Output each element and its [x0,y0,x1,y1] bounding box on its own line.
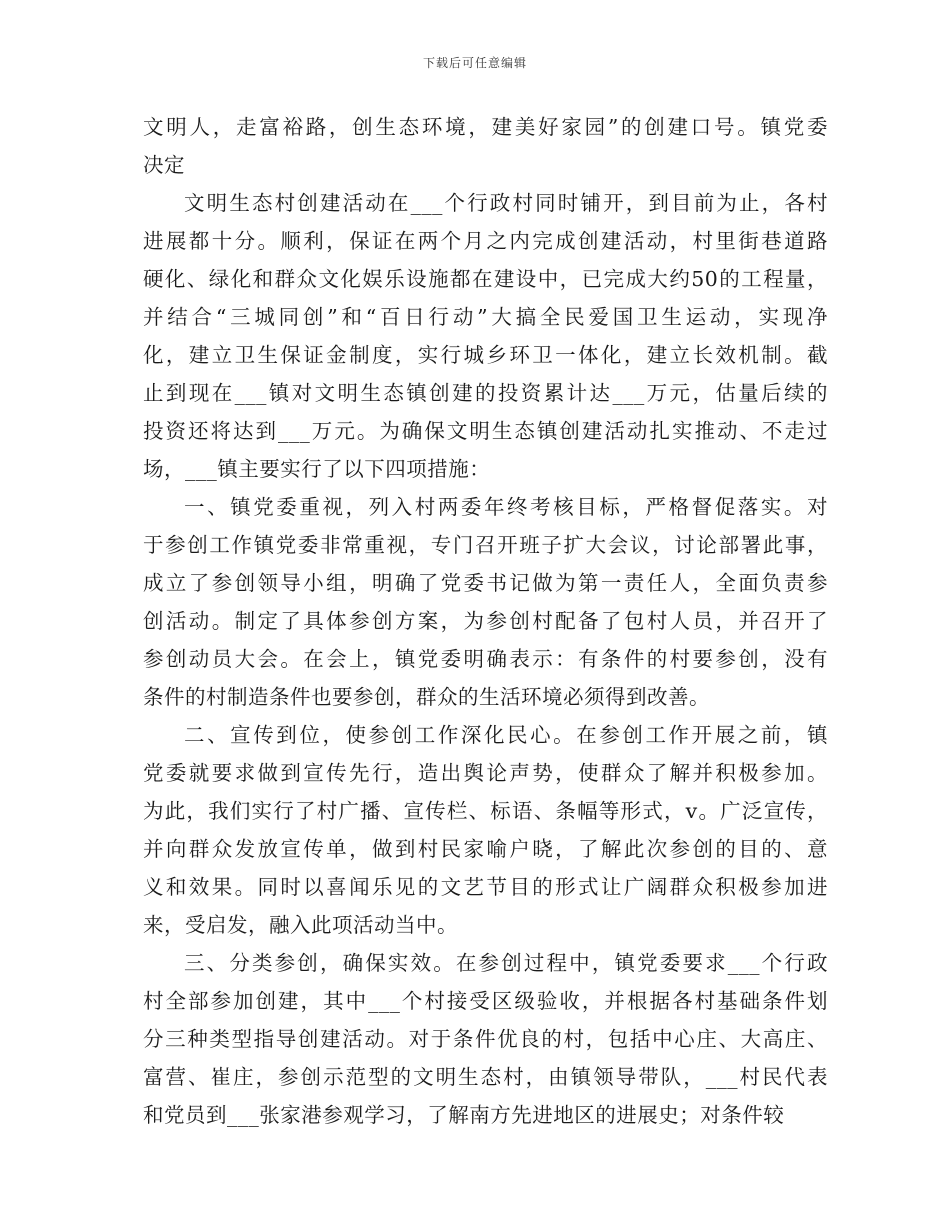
text-line: 一、镇党委重视，列入村两委年终考核目标，严格督促落实。对 [184,495,828,519]
paragraph [143,944,828,1134]
text-line: 决定 [143,153,185,177]
text-line: 进展都十分。顺利，保证在两个月之内完成创建活动，村里街巷道路 [143,229,828,253]
text-line: 党委就要求做到宣传先行，造出舆论声势，使群众了解并积极参加。 [143,761,828,785]
text-line: 投资还将达到___万元。为确保文明生态镇创建活动扎实推动、不走过 [143,419,828,443]
text-line: 二、宣传到位，使参创工作深化民心。在参创工作开展之前，镇 [184,723,828,747]
text-line: 化，建立卫生保证金制度，实行城乡环卫一体化，建立长效机制。截 [143,343,828,367]
text-line: 并结合“三城同创”和“百日行动”大搞全民爱国卫生运动，实现净 [143,305,828,329]
text-line: 参创动员大会。在会上，镇党委明确表示：有条件的村要参创，没有 [143,647,828,671]
text-line: 村全部参加创建，其中___个村接受区级验收，并根据各村基础条件划 [143,989,828,1013]
paragraph [143,108,828,184]
text-line: 三、分类参创，确保实效。在参创过程中，镇党委要求___个行政 [184,951,828,975]
text-line: 止到现在___镇对文明生态镇创建的投资累计达___万元，估量后续的 [143,381,828,405]
text-line: 义和效果。同时以喜闻乐见的文艺节目的形式让广阔群众积极参加进 [143,875,828,899]
document-body [143,108,828,1134]
text-line: 文明人，走富裕路，创生态环境，建美好家园”的创建口号。镇党委 [143,115,828,139]
text-line: 创活动。制定了具体参创方案，为参创村配备了包村人员，并召开了 [143,609,828,633]
paragraph [143,184,828,488]
paragraph [143,488,828,716]
text-line: 文明生态村创建活动在___个行政村同时铺开，到目前为止，各村 [184,191,828,215]
text-line: 为此，我们实行了村广播、宣传栏、标语、条幅等形式，v。广泛宣传， [143,799,828,823]
paragraph [143,716,828,944]
text-line: 场，___镇主要实行了以下四项措施： [143,457,491,481]
text-line: 条件的村制造条件也要参创，群众的生活环境必须得到改善。 [143,685,710,709]
text-line: 来，受启发，融入此项活动当中。 [143,913,458,937]
text-line: 于参创工作镇党委非常重视，专门召开班子扩大会议，讨论部署此事， [143,533,828,557]
text-line: 和党员到___张家港参观学习，了解南方先进地区的进展史；对条件较 [143,1103,785,1127]
text-line: 并向群众发放宣传单，做到村民家喻户晓，了解此次参创的目的、意 [143,837,828,861]
text-line: 成立了参创领导小组，明确了党委书记做为第一责任人，全面负责参 [143,571,828,595]
page-header: 下载后可任意编辑 [422,56,527,70]
text-line: 富营、崔庄，参创示范型的文明生态村，由镇领导带队，___村民代表 [143,1065,828,1089]
text-line: 硬化、绿化和群众文化娱乐设施都在建设中，已完成大约50的工程量， [143,267,828,291]
text-line: 分三种类型指导创建活动。对于条件优良的村，包括中心庄、大高庄、 [143,1027,828,1051]
